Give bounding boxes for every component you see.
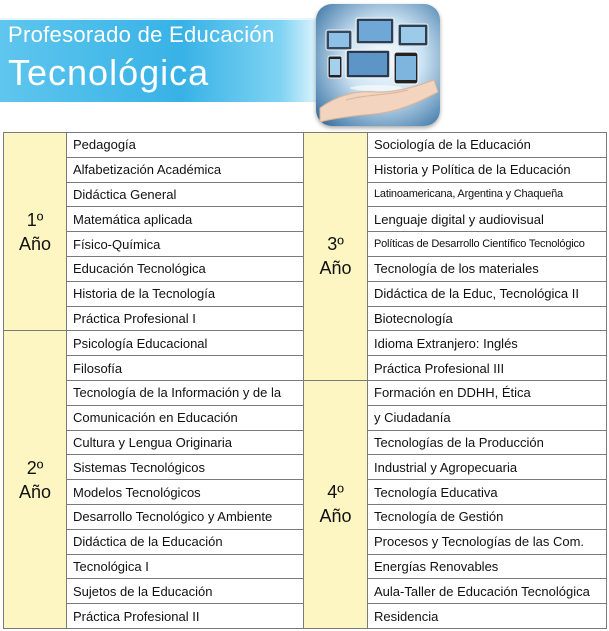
subject-cell-left: Cultura y Lengua Originaria bbox=[67, 430, 304, 455]
year-number: 2º bbox=[26, 457, 44, 478]
subject-cell-right: Lenguaje digital y audiovisual bbox=[368, 207, 607, 232]
year-number: 4º bbox=[327, 482, 344, 503]
header-banner bbox=[0, 0, 609, 130]
subject-cell-right: Tecnologías de la Producción bbox=[368, 430, 607, 455]
subject-cell-left: Tecnología de la Información y de la bbox=[67, 380, 304, 405]
subject-cell-right: y Ciudadanía bbox=[368, 405, 607, 430]
subject-cell-right: Formación en DDHH, Ética bbox=[368, 380, 607, 405]
subject-cell-left: Matemática aplicada bbox=[67, 207, 304, 232]
subject-cell-left: Sistemas Tecnológicos bbox=[67, 455, 304, 480]
year-label: Año bbox=[18, 233, 52, 254]
subject-cell-right: Políticas de Desarrollo Científico Tecnológico bbox=[368, 232, 607, 257]
subject-cell-left: Desarrollo Tecnológico y Ambiente bbox=[67, 504, 304, 529]
subject-cell-right: Práctica Profesional III bbox=[368, 356, 607, 381]
subject-cell-left: Modelos Tecnológicos bbox=[67, 480, 304, 505]
subject-cell-right: Industrial y Agropecuaria bbox=[368, 455, 607, 480]
subject-cell-right: Procesos y Tecnologías de las Com. bbox=[368, 529, 607, 554]
year-number: 3º bbox=[327, 234, 344, 255]
table-row bbox=[4, 380, 607, 405]
subject-cell-right: Idioma Extranjero: Inglés bbox=[368, 331, 607, 356]
year-cell-4 bbox=[304, 380, 368, 628]
subject-cell-left: Educación Tecnológica bbox=[67, 256, 304, 281]
subject-cell-left: Tecnológica I bbox=[67, 554, 304, 579]
band-highlight bbox=[0, 18, 330, 20]
subject-cell-left: Didáctica General bbox=[67, 182, 304, 207]
subject-cell-right: Sociología de la Educación bbox=[368, 133, 607, 158]
subject-cell-left: Físico-Química bbox=[67, 232, 304, 257]
year-cell-2 bbox=[4, 331, 67, 629]
subject-cell-right: Historia y Política de la Educación bbox=[368, 157, 607, 182]
subject-cell-right: Energías Renovables bbox=[368, 554, 607, 579]
subject-cell-right: Latinoamericana, Argentina y Chaqueña bbox=[368, 182, 607, 207]
subject-cell-right: Residencia bbox=[368, 604, 607, 629]
year-cell-1 bbox=[4, 133, 67, 331]
subject-cell-right: Biotecnología bbox=[368, 306, 607, 331]
subject-cell-right: Aula-Taller de Educación Tecnológica bbox=[368, 579, 607, 604]
subject-cell-left: Práctica Profesional II bbox=[67, 604, 304, 629]
title-line-1: Profesorado de Educación bbox=[8, 22, 275, 47]
year-cell-3 bbox=[304, 133, 368, 381]
year-label: Año bbox=[319, 506, 352, 527]
subject-cell-left: Alfabetización Académica bbox=[67, 157, 304, 182]
subject-cell-right: Tecnología Educativa bbox=[368, 480, 607, 505]
subject-cell-right: Tecnología de Gestión bbox=[368, 504, 607, 529]
subject-cell-left: Filosofía bbox=[67, 356, 304, 381]
subject-cell-left: Historia de la Tecnología bbox=[67, 281, 304, 306]
year-number: 1º bbox=[26, 209, 44, 230]
year-label: Año bbox=[319, 258, 352, 279]
table-row bbox=[4, 133, 607, 158]
subject-cell-left: Didáctica de la Educación bbox=[67, 529, 304, 554]
subject-cell-right: Didáctica de la Educ, Tecnológica II bbox=[368, 281, 607, 306]
title-line-2: Tecnológica bbox=[8, 52, 210, 93]
subject-cell-left: Psicología Educacional bbox=[67, 331, 304, 356]
subject-cell-left: Comunicación en Educación bbox=[67, 405, 304, 430]
year-label: Año bbox=[18, 481, 52, 502]
subject-cell-left: Pedagogía bbox=[67, 133, 304, 158]
subject-cell-left: Sujetos de la Educación bbox=[67, 579, 304, 604]
subject-cell-left: Práctica Profesional I bbox=[67, 306, 304, 331]
subject-cell-right: Tecnología de los materiales bbox=[368, 256, 607, 281]
curriculum-table bbox=[3, 132, 607, 629]
hand-devices-image bbox=[316, 4, 440, 126]
